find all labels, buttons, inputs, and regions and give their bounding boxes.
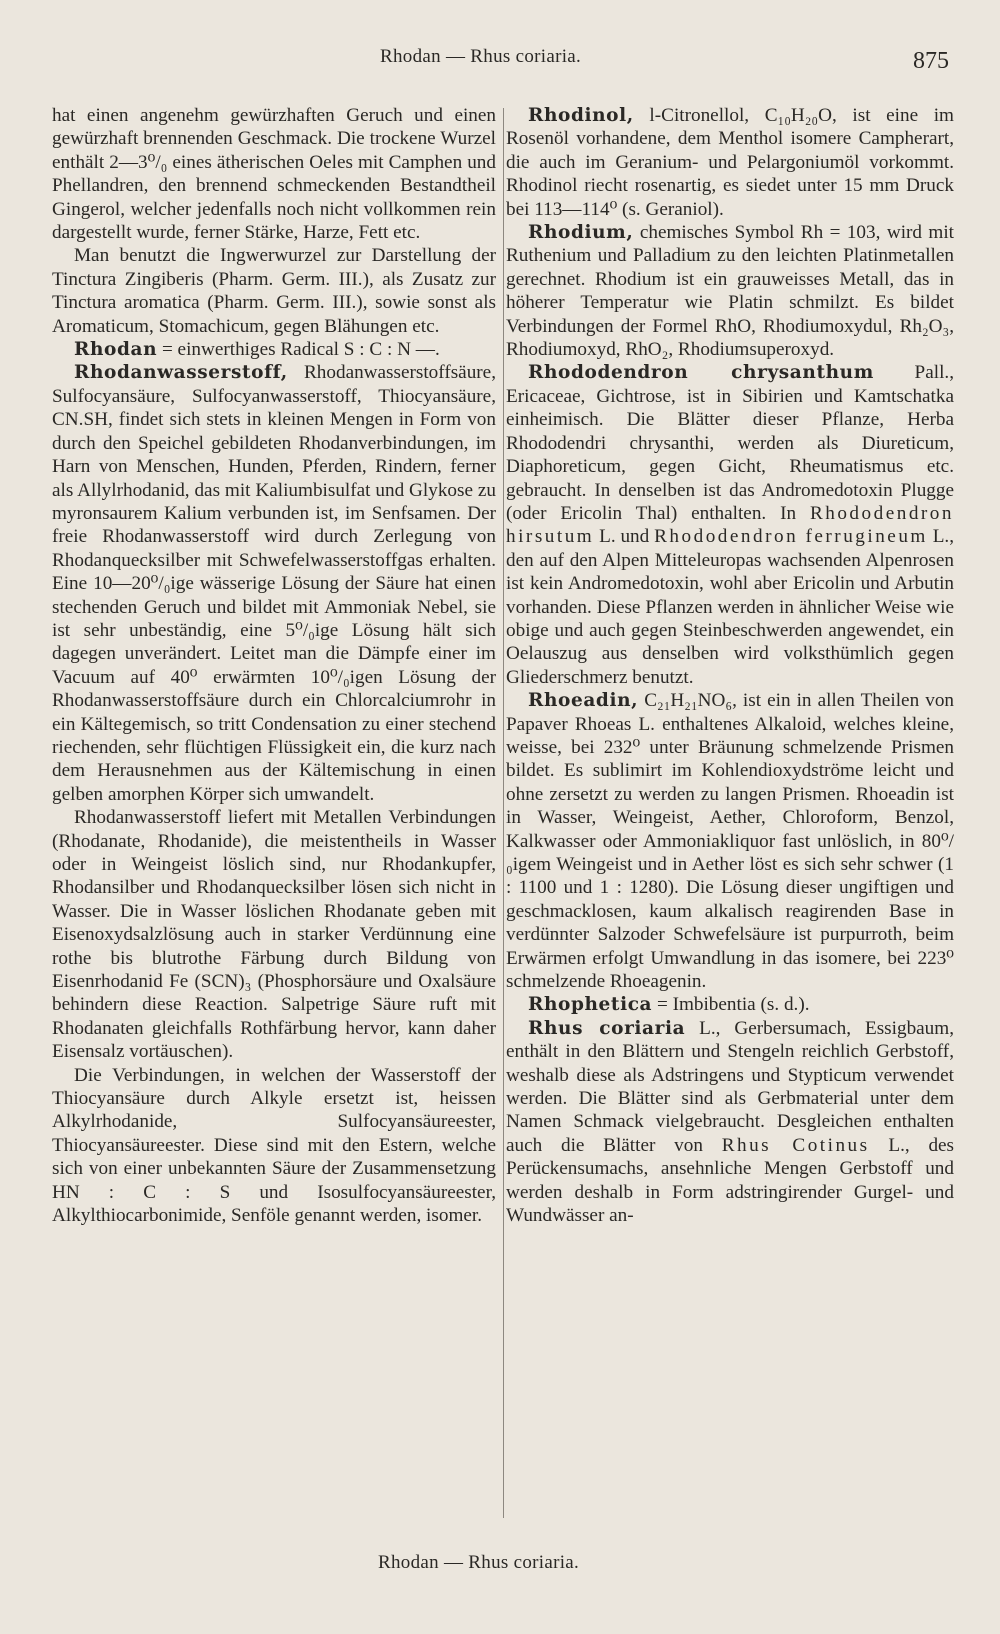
species-rhus-cotinus: Rhus Cotinus — [721, 1134, 870, 1156]
entry-rhophetica — [506, 993, 954, 1016]
entry-rhodan-text: = einwerthiges Radical S : C : N —. — [161, 339, 440, 361]
paragraph-rhodanate: Rhodanwasserstoff liefert mit Metallen Verbindungen (Rhodanate, Rhodanide), die meistentheils in Wasser oder in Weingeist löslich sind, nur Rhodankupfer, Rhodansilber und Rhodanquecksilber lösen sich nicht in Wasser. Die in Wasser löslichen Rhodanate geben mit Eisenoxydsalzlösung auch in starker Verdünnung eine rothe bis blutrothe Färbung durch Bildung von Eisenrhodanid Fe (SCN)₃ (Phosphorsäure und Oxalsäure behindern diese Reaction. Salpetrige Säure ruft mit Rhodanaten gleichfalls Rothfärbung hervor, kann daher Eisensalz vortäuschen). — [52, 807, 496, 1063]
column-divider — [503, 108, 504, 1518]
entry-rhoeadin-text: C₂₁H₂₁NO₆, ist ein in allen Theilen von Papaver Rhoeas L. enthaltenes Alkaloid, welches kleine, weisse, bei 232⁰ unter Bräunung schmelzende Prismen bildet. Es sublimirt im Kohlendioxydströme leicht und ohne zersetzt zu werden zu langen Prismen. Rhoeadin ist in Wasser, Weingeist, Aether, Chloroform, Benzol, Kalkwasser oder Ammoniakliquor fast unlöslich, in 80⁰/₀igem Weingeist und in Aether löst es sich sehr schwer (1 : 1100 und 1 : 1280). Die Lösung dieser ungiftigen und geschmacklosen, kaum alkalisch reagirenden Base in verdünnter Salzoder Schwefelsäure ist purpurroth, beim Erwärmen erfolgt Umwandlung in das isomere, bei 223⁰ schmelzende Rhoeagenin. — [506, 690, 955, 993]
lemma-rhodium: Rhodium, — [528, 222, 634, 244]
left-column — [52, 104, 496, 1228]
paragraph-ingwer-use: Man benutzt die Ingwerwurzel zur Darstellung der Tinctura Zingiberis (Pharm. Germ. III.), als Zusatz zur Tinctura aromatica (Pharm. Germ. III.), sowie sonst als Aromaticum, Stomachicum, gegen Blähungen etc. — [52, 245, 496, 337]
entry-rhodium-text: chemisches Symbol Rh = 103, wird mit Ruthenium und Palladium zu den leichten Platinmetallen gerechnet. Rhodium ist ein grauweisses Metall, das in höherer Temperatur wie Platin schmilzt. Es bildet Verbindungen der Formel RhO, Rhodiumoxydul, Rh₂O₃, Rhodiumoxyd, RhO₂, Rhodiumsuperoxyd. — [506, 222, 955, 361]
paragraph-alkylrhodanide: Die Verbindungen, in welchen der Wasserstoff der Thiocyansäure durch Alkyle ersetzt ist, heissen Alkylrhodanide, Sulfocyansäureester, Thiocyansäureester. Diese sind mit den Estern, welche sich von einer unbekannten Säure der Zusammensetzung HN : C : S und Isosulfocyansäureester, Alkylthiocarbonimide, Senföle genannt werden, isomer. — [52, 1064, 496, 1227]
lemma-rhophetica: Rhophetica — [528, 994, 653, 1016]
entry-rhus-coriaria — [506, 1017, 954, 1228]
page-number: 875 — [913, 48, 949, 74]
entry-rhodan — [52, 338, 496, 361]
running-header: Rhodan — Rhus coriaria. — [380, 46, 582, 67]
entry-rhodium — [506, 221, 954, 361]
entry-rhus-text-1: L., Gerbersumach, Essigbaum, enthält in den Blättern und Stengeln reichlich Gerbstoff, weshalb diese als Adstringens und Stypticum verwendet werden. Die Blätter sind als Gerbmaterial unter dem Namen Schmack vielgebraucht. Desgleichen enthalten auch die Blätter von — [506, 1017, 954, 1156]
lemma-rhoeadin: Rhoeadin, — [528, 690, 639, 712]
entry-rhododendron-text-3: L., den auf den Alpen Mitteleuropas wachsenden Alpenrosen ist kein Andromedotoxin, wohl aber Ericolin und Arbutin vorhanden. Diese Pflanzen werden in ähnlicher Weise wie obige und auch gegen Steinbeschwerden angewendet, ein Oelauszug aus denselben wird volksthümlich gegen Gliederschmerz benutzt. — [506, 526, 955, 688]
entry-rhus-text-2: L., des Perückensumachs, ansehnliche Mengen Gerbstoff und werden deshalb in Form adstringirender Gurgel- und Wundwässer an- — [506, 1134, 955, 1227]
running-footer: Rhodan — Rhus coriaria. — [378, 1552, 580, 1573]
paragraph-ingwer-continued: hat einen angenehm gewürzhaften Geruch und einen gewürzhaft brennenden Geschmack. Die trockene Wurzel enthält 2—3⁰/₀ eines ätherischen Oeles mit Camphen und Phellandren, den brennend schmeckenden Bestandtheil Gingerol, welcher jedenfalls noch nicht vollkommen rein dargestellt wurde, ferner Stärke, Harze, Fett etc. — [52, 105, 496, 244]
entry-rhoeadin — [506, 689, 954, 993]
entry-rhodanwasserstoff-text: Rhodanwasserstoffsäure, Sulfocyansäure, Sulfocyanwasserstoff, Thiocyansäure, CN.SH, findet sich stets in kleinen Mengen in Form von durch den Speichel gebildeten Rhodanverbindungen, im Harn von Menschen, Hunden, Pferden, Rindern, ferner als Allylrhodanid, das mit Kaliumbisulfat und Glykose zu myronsaurem Kalium verbunden ist, im Senfsamen. Der freie Rhodanwasserstoff wird durch Zerlegung von Rhodanquecksilber mit Schwefelwasserstoffgas erhalten. Eine 10—20⁰/₀ige wässerige Lösung der Säure hat einen stechenden Geruch und bildet mit Ammoniak Nebel, sie ist sehr unbeständig, eine 5⁰/₀ige Lösung hält sich dagegen unverändert. Leitet man die Dämpfe einer im Vacuum auf 40⁰ erwärmten 10⁰/₀igen Lösung der Rhodanwasserstoffsäure durch ein Chlorcalciumrohr in ein Kältegemisch, so tritt Condensation zu einer stechend riechenden, sehr flüchtigen Flüssigkeit ein, die kurz nach dem Herausnehmen aus der Kältemischung in einen gelben amorphen Körper sich umwandelt. — [52, 362, 496, 805]
species-rhododendron-hirsutum: Rhododendron hirsutum — [506, 502, 954, 548]
entry-rhodinol — [506, 104, 954, 221]
entry-rhophetica-text: = Imbibentia (s. d.). — [656, 994, 810, 1016]
entry-rhododendron-text-1: Pall., Ericaceae, Gichtrose, ist in Sibirien und Kamtschatka einheimisch. Die Blätter dieser Pflanze, Herba Rhododendri chrysanthi, werden als Diureticum, Diaphoreticum, gegen Gicht, Rheumatismus etc. gebraucht. In denselben ist das Andromedotoxin Plugge (oder Ericolin Thal) enthalten. In — [506, 362, 954, 524]
lemma-rhus-coriaria: Rhus coriaria — [528, 1017, 686, 1039]
lemma-rhodanwasserstoff: Rhodanwasserstoff, — [74, 362, 288, 384]
entry-rhodinol-text: l-Citronellol, C₁₀H₂₀O, ist eine im Rosenöl vorhandene, dem Menthol isomere Campherart, die auch im Geranium- und Pelargoniumöl vorkommt. Rhodinol riecht rosenartig, es siedet unter 15 mm Druck bei 113—114⁰ (s. Geraniol). — [506, 105, 954, 220]
species-rhododendron-ferrugineum: Rhododendron ferrugineum — [654, 526, 928, 548]
entry-rhododendron-text-2: L. und — [599, 526, 650, 548]
right-column — [506, 104, 954, 1228]
entry-rhododendron — [506, 361, 954, 689]
entry-rhodanwasserstoff — [52, 361, 496, 806]
lemma-rhodan: Rhodan — [74, 339, 158, 361]
lemma-rhodinol: Rhodinol, — [528, 105, 634, 126]
lemma-rhododendron: Rhododendron chrysanthum — [528, 362, 874, 384]
